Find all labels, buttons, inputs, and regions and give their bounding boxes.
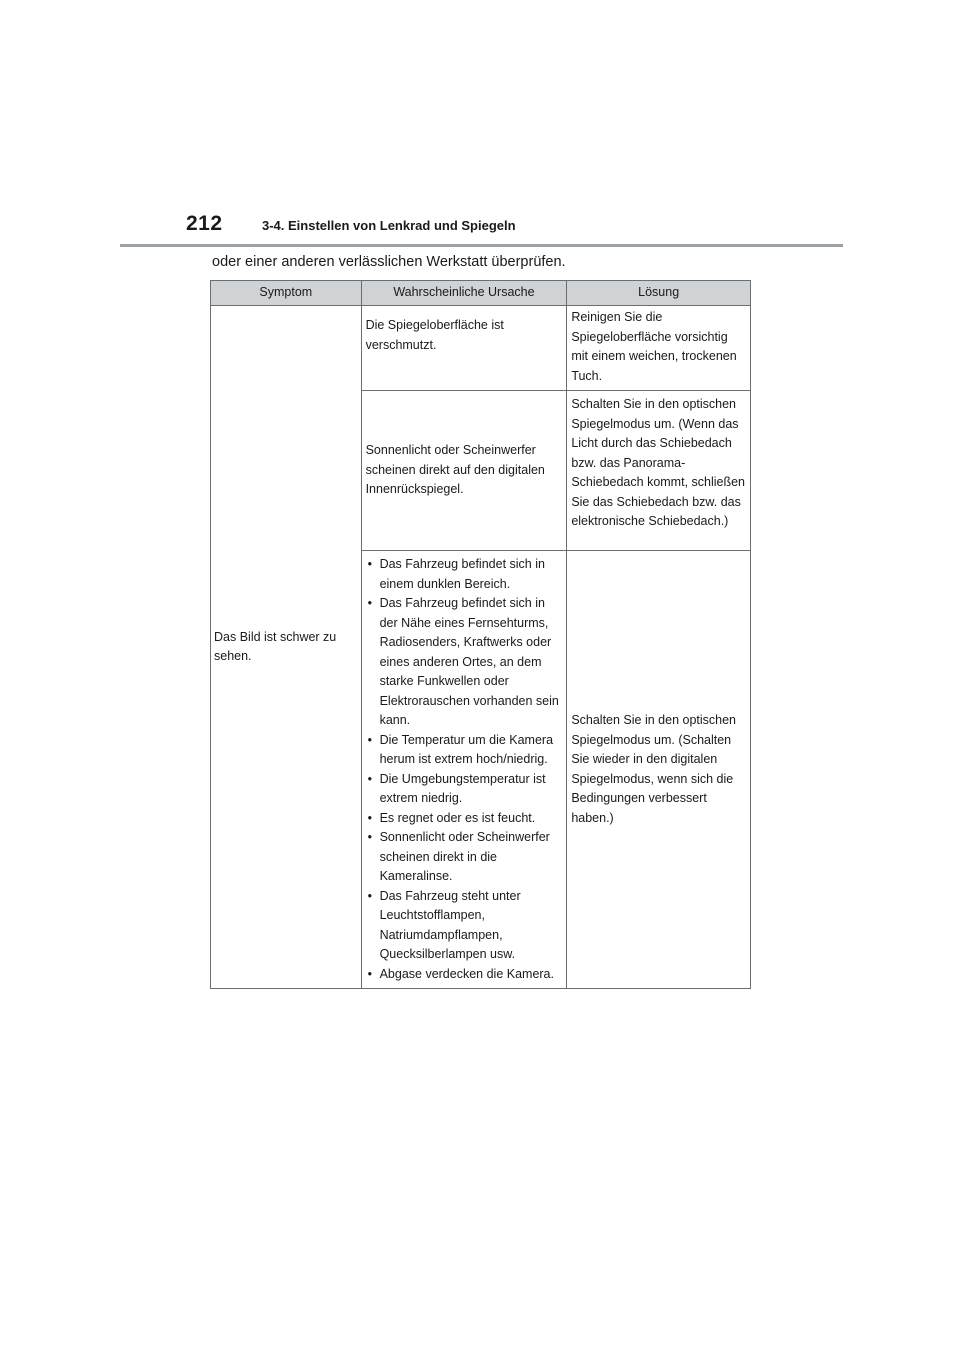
list-item: • Das Fahrzeug steht unter Leuchtstofflampen, Natriumdampflampen, Quecksilberlampen usw. [366, 887, 563, 965]
column-header-solution: Lösung [567, 281, 751, 306]
list-item: • Die Temperatur um die Kamera herum ist extrem hoch/niedrig. [366, 731, 563, 770]
table-header-row [211, 281, 751, 306]
column-header-cause: Wahrscheinliche Ursache [361, 281, 567, 306]
cause-list-cell [361, 551, 567, 989]
list-item: • Das Fahrzeug befindet sich in einem dunklen Bereich. [366, 555, 563, 594]
list-item: • Die Umgebungstemperatur ist extrem niedrig. [366, 770, 563, 809]
list-item: • Abgase verdecken die Kamera. [366, 965, 563, 985]
solution-cell: Schalten Sie in den optischen Spiegelmodus um. (Schalten Sie wieder in den digitalen Spiegelmodus, wenn sich die Bedingungen verbessert haben.) [567, 551, 751, 989]
list-item: • Es regnet oder es ist feucht. [366, 809, 563, 829]
list-item: • Das Fahrzeug befindet sich in der Nähe eines Fernsehturms, Radiosenders, Kraftwerks oder eines anderen Ortes, an dem starke Funkwellen oder Elektrorauschen vorhanden sein kann. [366, 594, 563, 731]
intro-text: oder einer anderen verlässlichen Werkstatt überprüfen. [212, 254, 566, 270]
symptom-cell: Das Bild ist schwer zu sehen. [211, 306, 362, 989]
cause-list [366, 555, 563, 984]
column-header-symptom: Symptom [211, 281, 362, 306]
list-item: • Sonnenlicht oder Scheinwerfer scheinen direkt in die Kameralinse. [366, 828, 563, 887]
page-number: 212 [186, 212, 223, 235]
solution-cell: Reinigen Sie die Spiegeloberfläche vorsichtig mit einem weichen, trockenen Tuch. [567, 306, 751, 391]
cause-cell: Sonnenlicht oder Scheinwerfer scheinen direkt auf den digitalen Innenrückspiegel. [361, 391, 567, 551]
troubleshooting-table [210, 280, 751, 989]
header-divider [120, 244, 843, 247]
solution-cell: Schalten Sie in den optischen Spiegelmodus um. (Wenn das Licht durch das Schiebedach bzw. das Panorama-Schiebedach kommt, schließen Sie das Schiebedach bzw. das elektronische Schiebedach.) [567, 391, 751, 551]
table-row [211, 306, 751, 391]
section-title: 3-4. Einstellen von Lenkrad und Spiegeln [262, 218, 516, 233]
cause-cell: Die Spiegeloberfläche ist verschmutzt. [361, 306, 567, 391]
